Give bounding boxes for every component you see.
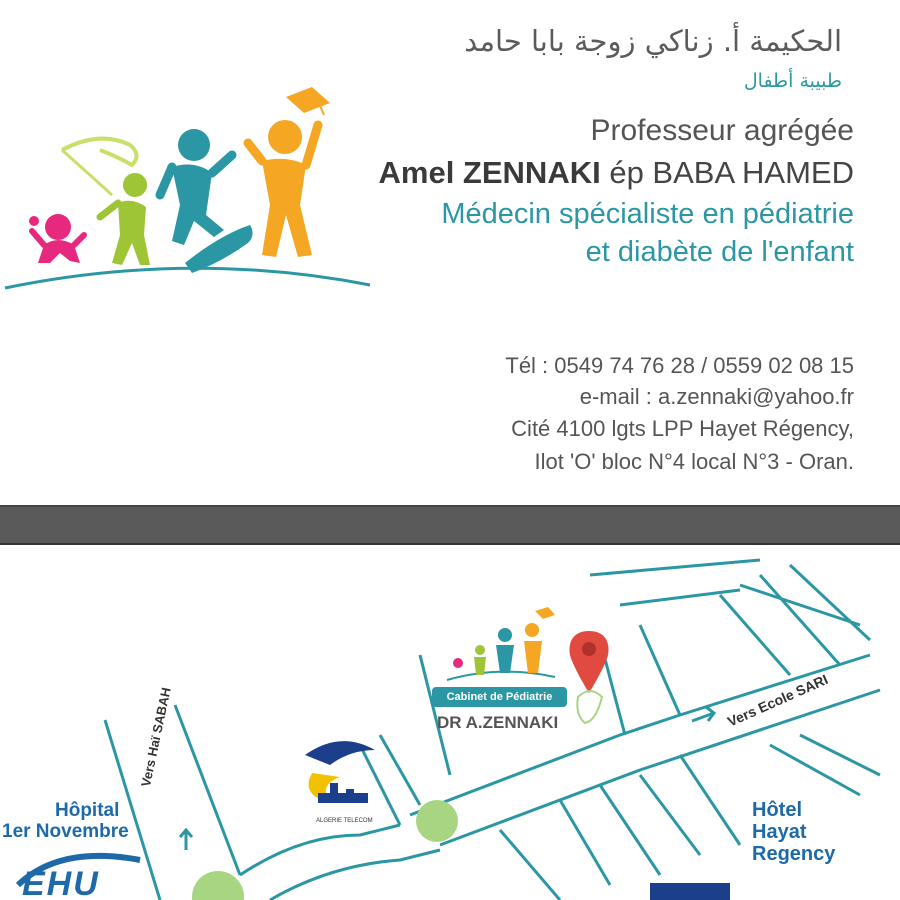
arabic-title: طبيبة أطفال bbox=[743, 70, 842, 92]
cabinet-mini-logo bbox=[447, 607, 555, 680]
address-line-1: Cité 4100 lgts LPP Hayet Régency, bbox=[511, 416, 854, 441]
specialty-line-2: et diabète de l'enfant bbox=[585, 236, 854, 268]
card-divider bbox=[0, 505, 900, 545]
hotel-label-3: Regency bbox=[752, 843, 836, 865]
algerie-telecom-text: ALGERIE TELECOM bbox=[316, 818, 373, 824]
ehu-text: EHU bbox=[22, 865, 100, 900]
hospital-label-1: Hôpital bbox=[55, 800, 120, 821]
cabinet-name: DR A.ZENNAKI bbox=[437, 713, 559, 732]
doctor-name bbox=[379, 155, 854, 191]
children-logo bbox=[0, 85, 380, 305]
rank: Professeur agrégée bbox=[590, 114, 854, 147]
algerie-telecom-logo bbox=[305, 741, 375, 803]
hotel-label-2: Hayat bbox=[752, 821, 807, 843]
phone: Tél : 0549 74 76 28 / 0559 02 08 15 bbox=[505, 353, 854, 378]
specialty-line-1: Médecin spécialiste en pédiatrie bbox=[441, 198, 854, 230]
email: e-mail : a.zennaki@yahoo.fr bbox=[579, 384, 854, 409]
hotel-logo bbox=[650, 883, 730, 900]
map-pin-icon bbox=[569, 631, 608, 723]
hotel-label-1: Hôtel bbox=[752, 799, 802, 821]
road-label-ecole-sari: Vers Ecole SARI bbox=[725, 671, 831, 730]
address-line-2: Ilot 'O' bloc N°4 local N°3 - Oran. bbox=[534, 449, 854, 474]
road-label-hai-sabah: Vers Haï SABAH bbox=[138, 686, 174, 789]
name-bold: Amel ZENNAKI bbox=[378, 155, 601, 190]
card-back-map bbox=[0, 545, 900, 900]
arabic-name: الحكيمة أ. زناكي زوجة بابا حامد bbox=[464, 24, 842, 58]
roundabout-icon bbox=[416, 800, 458, 842]
cabinet-badge: Cabinet de Pédiatrie bbox=[432, 687, 567, 707]
roundabout-icon bbox=[192, 871, 244, 900]
hospital-label-2: 1er Novembre bbox=[2, 821, 129, 842]
name-rest: ép BABA HAMED bbox=[600, 155, 854, 190]
